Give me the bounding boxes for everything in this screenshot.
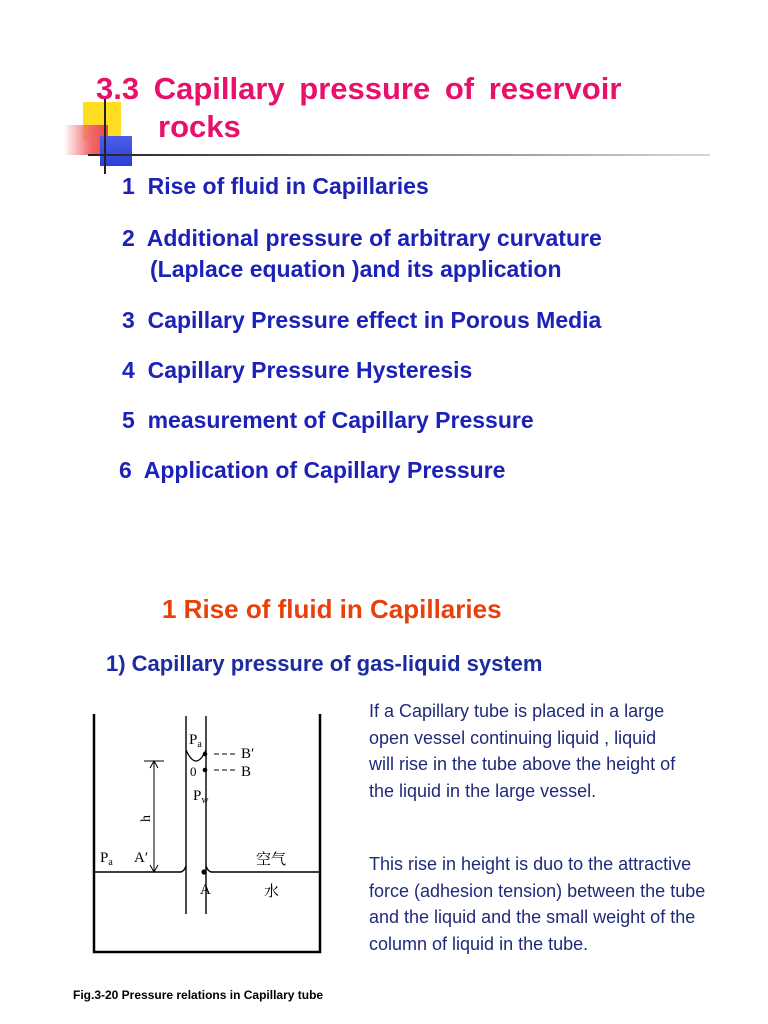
toc-number: 5 — [122, 407, 135, 433]
paragraph-2: This rise in height is duo to the attractive force (adhesion tension) between the tube and the liquid and the small weight of the column of liquid in the tube. — [369, 854, 706, 954]
toc-item-2 — [122, 223, 602, 254]
slide-title — [96, 70, 676, 146]
label-water: 水 — [264, 884, 280, 900]
point-a — [201, 869, 206, 874]
slide-title-line1: 3.3 Capillary pressure of reservoir — [96, 71, 622, 106]
toc-item-5 — [122, 405, 534, 436]
toc-text: Capillary Pressure Hysteresis — [147, 357, 473, 383]
toc-item-2-line2 — [150, 254, 562, 285]
label-b-prime: B′ — [241, 746, 255, 762]
label-pa-left: $P_a$ — [100, 850, 113, 868]
toc-text: Additional pressure of arbitrary curvature — [146, 225, 602, 251]
toc-item-1 — [122, 171, 429, 202]
toc-item-4 — [122, 355, 472, 386]
meniscus — [186, 750, 206, 761]
point-b — [203, 768, 208, 773]
label-pa-top: $P_a$ — [189, 732, 202, 750]
toc-text: Rise of fluid in Capillaries — [147, 173, 429, 199]
toc-item-6 — [119, 455, 505, 486]
toc-number: 4 — [122, 357, 135, 383]
label-pw: $P_w$ — [193, 788, 209, 806]
toc-item-3 — [122, 305, 601, 336]
label-o: 0 — [190, 764, 197, 779]
point-b-prime — [203, 752, 208, 757]
toc-text: measurement of Capillary Pressure — [147, 407, 534, 433]
label-a-prime: A′ — [134, 850, 149, 866]
figure-caption: Fig.3-20 Pressure relations in Capillary tube — [73, 988, 324, 1002]
section-heading: 1 Rise of fluid in Capillaries — [162, 594, 502, 624]
toc-text: Application of Capillary Pressure — [143, 457, 506, 483]
toc-number: 1 — [122, 173, 135, 199]
toc-text: Capillary Pressure effect in Porous Media — [147, 307, 602, 333]
slide-title-line2: rocks — [158, 109, 241, 144]
subsection-heading: 1) Capillary pressure of gas-liquid system — [106, 651, 543, 676]
paragraph-1: If a Capillary tube is placed in a large open vessel continuing liquid , liquid will rise in the tube above the height of the liquid in the large vessel. — [369, 701, 676, 801]
vessel-outline — [94, 714, 320, 952]
toc-number: 2 — [122, 225, 135, 251]
toc-number: 3 — [122, 307, 135, 333]
label-b: B — [241, 764, 252, 780]
label-air: 空气 — [256, 852, 287, 868]
toc-number: 6 — [119, 457, 132, 483]
label-a: A — [200, 882, 211, 898]
capillary-tube-diagram — [80, 706, 340, 962]
label-h: h — [139, 815, 154, 822]
title-divider — [88, 154, 710, 156]
toc-text: (Laplace equation )and its application — [150, 256, 562, 282]
